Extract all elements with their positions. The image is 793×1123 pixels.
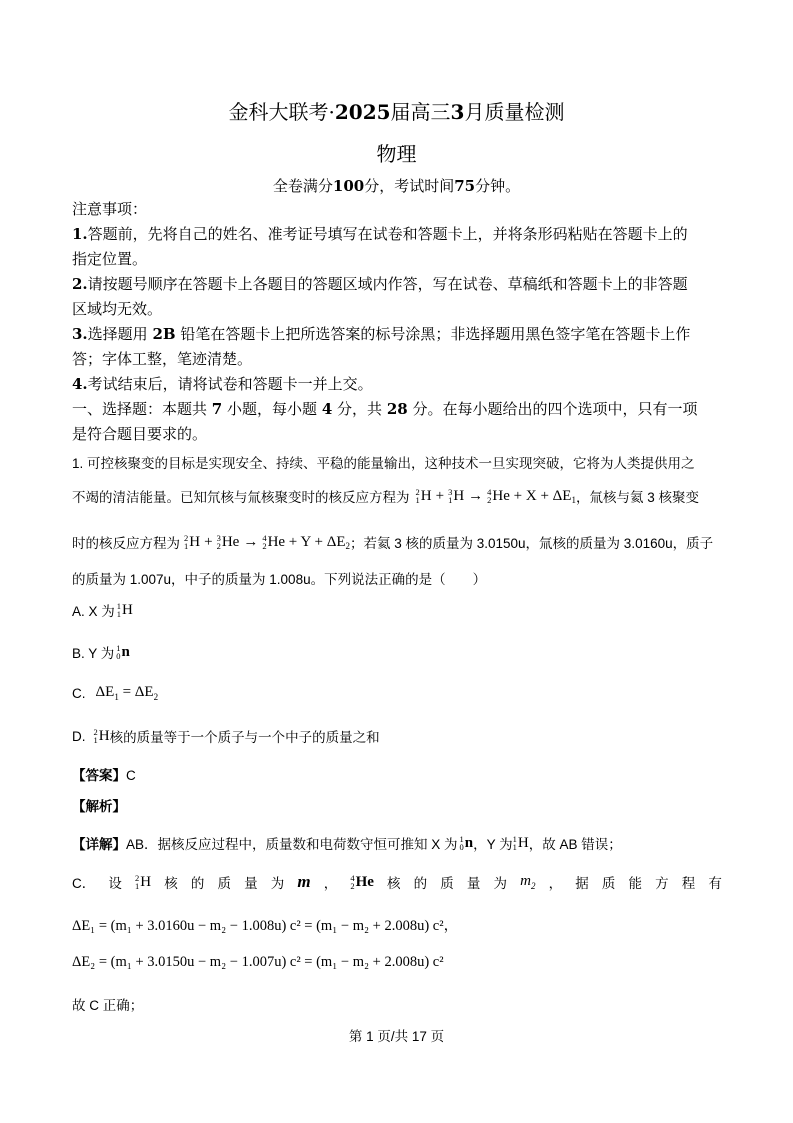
nuclide: 1 1 H <box>116 601 133 619</box>
option-b[interactable] <box>72 642 130 662</box>
question-text: 不竭的清洁能量。已知氘核与氚核聚变时的核反应方程为 <box>72 490 410 505</box>
note-number: 3. <box>72 325 88 343</box>
detail-text: AB．据核反应过程中，质量数和电荷数守恒可推知 X 为 <box>126 837 458 852</box>
note-4-line-1 <box>72 371 373 397</box>
detail-word: 核 <box>387 876 401 891</box>
nuclide: 2 1 H <box>135 873 152 891</box>
section-total: 28 <box>386 400 408 418</box>
title-month: 3 <box>450 100 465 124</box>
answer-tag: 【答案】 <box>72 768 126 783</box>
note-number: 2. <box>72 275 88 293</box>
section-count: 7 <box>211 400 223 418</box>
option-label: B. Y 为 <box>72 646 115 661</box>
detail-conclusion: 故 C 正确； <box>72 998 144 1013</box>
nuclide-index: 4 2 <box>487 487 492 505</box>
detail-word: 的 <box>413 876 428 891</box>
detail-word: 据 <box>575 876 589 891</box>
section-text: 一、选择题：本题共 <box>72 400 208 418</box>
note-text: 答题前，先将自己的姓名、准考证号填写在试卷和答题卡上，并将条形码粘贴在答题卡上的 <box>87 225 688 243</box>
question-text: ；若氦 3 核的质量为 3.0150u，氚核的质量为 3.0160u，质子 <box>350 536 714 551</box>
nuclide-index: 2 1 <box>415 487 420 505</box>
question-text: 时的核反应方程为 <box>72 536 180 551</box>
energy-equation-2: ΔE₂ = (m₁ + 3.0150u − m₂ − 1.007u) c² = (m₁ − m₂ + 2.008u) c² <box>72 954 444 970</box>
note-text: 选择题用 <box>87 325 148 343</box>
nuclide: 2 1 H <box>93 727 110 745</box>
detail-word: ， <box>548 876 563 891</box>
note-1-line-2: 指定位置。 <box>72 250 148 268</box>
note-2-line-2: 区域均无效。 <box>72 300 163 318</box>
question-1-line-2 <box>72 486 699 506</box>
detail-word: 方 <box>655 876 669 891</box>
detail-line-1 <box>72 833 622 853</box>
option-label: C. <box>72 685 86 701</box>
meta-text: 全卷满分 <box>272 177 333 195</box>
option-label: D. <box>72 728 86 744</box>
exam-meta <box>0 175 793 196</box>
nuclide: 1 0 n <box>459 834 474 852</box>
nuclide-index: 3 1 <box>448 487 453 505</box>
equation-1: 2 1 H + 3 1 H → 4 2 He + X + ΔE $_1$ <box>415 487 576 505</box>
note-number: 4. <box>72 375 88 393</box>
detail-word: ， <box>323 876 338 891</box>
option-a[interactable] <box>72 600 133 620</box>
section-text: 分，共 <box>337 400 383 418</box>
detail-word: 质 <box>601 876 616 891</box>
energy-equation-1: ΔE₁ = (m₁ + 3.0160u − m₂ − 1.008u) c² = (m₁ − m₂ + 2.008u) c²， <box>72 918 459 934</box>
note-3-line-2: 答；字体工整，笔迹清楚。 <box>72 350 253 368</box>
nuclide: 1 0 n <box>116 643 130 661</box>
meta-text: 分钟。 <box>475 177 521 195</box>
option-text: 核的质量等于一个质子与一个中子的质量之和 <box>109 730 380 745</box>
question-1-line-3 <box>72 532 713 552</box>
nuclide-index: 3 2 <box>216 533 221 551</box>
detail-word: 的 <box>190 876 205 891</box>
note-1-line-1 <box>72 221 688 247</box>
note-text: 请按题号顺序在答题卡上各题目的答题区域内作答，写在试卷、草稿纸和答题卡上的非答题 <box>87 275 688 293</box>
section-heading-line-1 <box>72 396 698 422</box>
title-part: 月质量检测 <box>464 100 565 124</box>
detail-word: 核 <box>164 876 178 891</box>
page-number: 第 1 页/共 17 页 <box>348 1029 445 1044</box>
symbol-m2: $m_2$ <box>520 873 536 891</box>
detail-word: 量 <box>466 876 481 891</box>
detail-word: 量 <box>244 876 258 891</box>
section-text: 分。在每小题给出的四个选项中，只有一项 <box>412 400 698 418</box>
question-1-line-1: 1. 可控核聚变的目标是实现安全、持续、平稳的能量输出，这种技术一旦实现突破，它将为人类提供用之 <box>72 456 695 471</box>
meta-time: 75 <box>454 177 476 195</box>
analysis-tag: 【解析】 <box>72 799 126 814</box>
nuclide-index: 2 1 <box>184 533 189 551</box>
nuclide: 1 1 H <box>512 834 529 852</box>
option-d[interactable] <box>72 726 380 746</box>
note-number: 1. <box>72 225 88 243</box>
equation-2: 2 1 H + 3 2 He → 4 2 He + Y + ΔE $_2$ <box>184 533 350 551</box>
option-label: A. X 为 <box>72 604 115 619</box>
detail-text: ，Y 为 <box>473 837 513 852</box>
option-c-equation: $\Delta E_1 = \Delta E_2$ <box>95 684 159 702</box>
detail-tag: 【详解】 <box>72 837 126 852</box>
section-heading-line-2: 是符合题目要求的。 <box>72 425 208 443</box>
section-text: 小题，每小题 <box>227 400 318 418</box>
answer-value: C <box>126 768 136 783</box>
detail-word: 质 <box>217 876 231 891</box>
question-1-line-4: 的质量为 1.007u，中子的质量为 1.008u。下列说法正确的是（ ） <box>72 572 487 587</box>
subject-title: 物理 <box>376 142 417 166</box>
question-text: ，氚核与氦 3 核聚变 <box>575 490 699 505</box>
title-part: 届高三 <box>390 100 451 124</box>
meta-text: 分，考试时间 <box>364 177 455 195</box>
detail-word: C． <box>72 876 96 891</box>
note-3-line-1 <box>72 321 690 347</box>
notes-heading: 注意事项： <box>72 200 148 218</box>
equation-text: He + Y + ΔE <box>267 533 346 550</box>
detail-word: 程 <box>681 876 696 891</box>
detail-word: 能 <box>628 876 642 891</box>
note-text: 铅笔在答题卡上把所选答案的标号涂黑；非选择题用黑色签字笔在答题卡上作 <box>180 325 691 343</box>
title-year: 2025 <box>334 100 391 124</box>
exam-title <box>0 96 793 125</box>
title-part: 金科大联考· <box>228 100 335 124</box>
answer-line <box>72 764 136 784</box>
section-points: 4 <box>321 400 333 418</box>
equation-text: He + X + ΔE <box>492 487 572 504</box>
detail-word: 质 <box>440 876 454 891</box>
meta-score: 100 <box>332 177 365 195</box>
detail-word: 为 <box>270 876 285 891</box>
detail-word: 为 <box>493 876 508 891</box>
note-2-line-1 <box>72 271 688 297</box>
nuclide: 4 2 He <box>350 873 374 891</box>
option-c[interactable] <box>72 684 158 702</box>
detail-line-c <box>72 872 722 892</box>
symbol-m1: m <box>297 872 311 891</box>
detail-word: 有 <box>708 876 722 891</box>
detail-word: 设 <box>108 876 122 891</box>
note-pencil: 2B <box>152 325 176 343</box>
note-text: 考试结束后，请将试卷和答题卡一并上交。 <box>87 375 373 393</box>
detail-text: ，故 AB 错误； <box>528 837 622 852</box>
nuclide-index: 4 2 <box>262 533 267 551</box>
